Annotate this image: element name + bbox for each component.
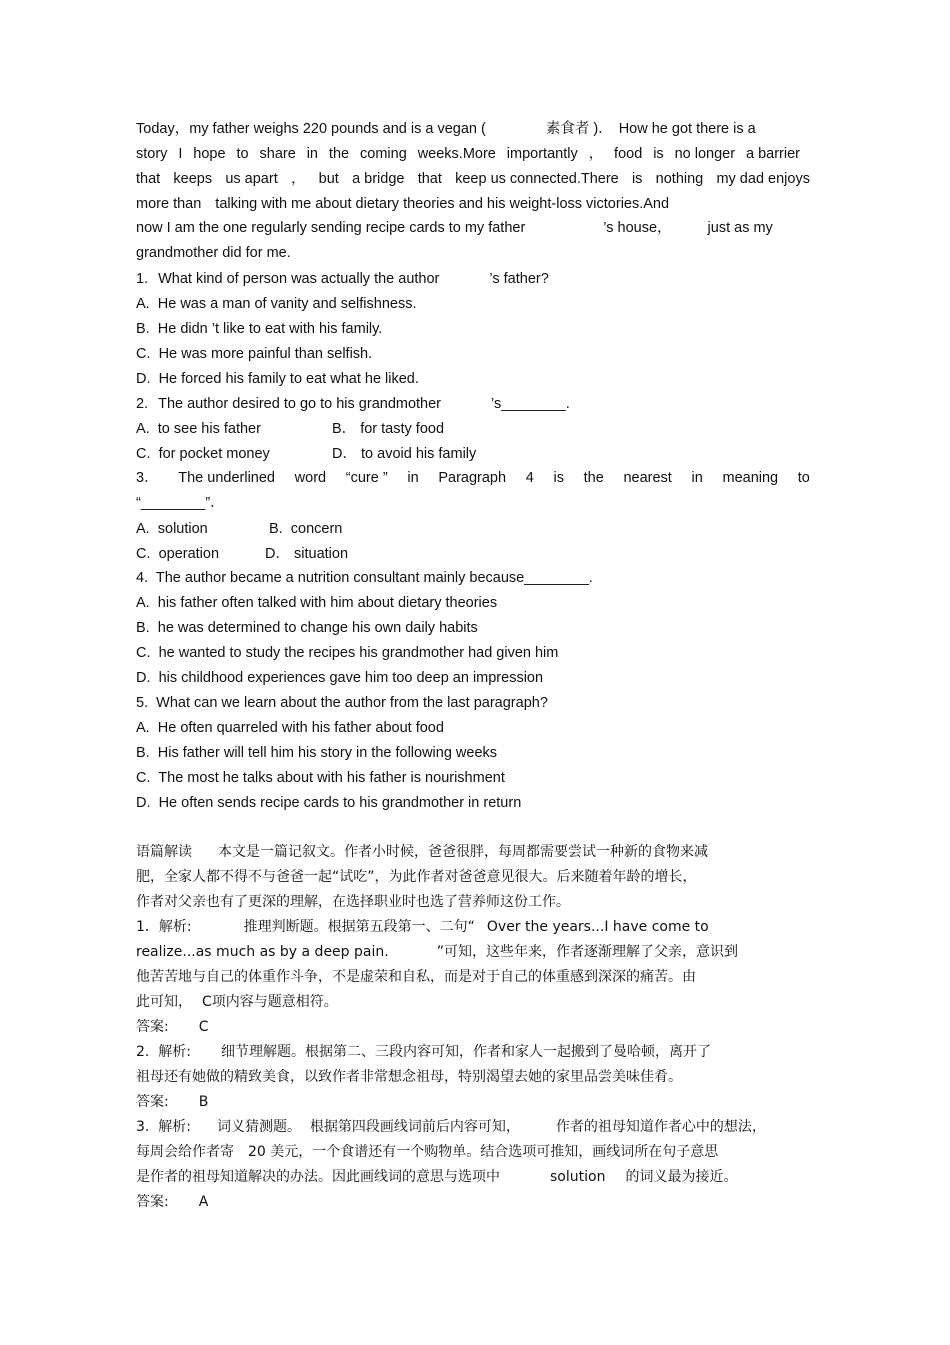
question-1-option-a: A. He was a man of vanity and selfishness.	[136, 296, 417, 312]
question-3-stem: 3． The underlined word “cure ” in Paragraph 4 is the nearest in meaning to	[136, 470, 810, 486]
passage-line-6: grandmother did for me.	[136, 245, 291, 261]
question-5-option-a: A. He often quarreled with his father about food	[136, 720, 444, 736]
question-4-option-d: D. his childhood experiences gave him too deep an impression	[136, 670, 544, 686]
question-1-stem: 1. What kind of person was actually the author ’s father?	[136, 271, 549, 287]
answer-3: 答案: A	[136, 1194, 209, 1210]
passage-line-5: now I am the one regularly sending recipe cards to my father ’s house， just as my	[136, 220, 773, 236]
question-2-options-row-2	[136, 445, 476, 463]
question-3-option-b: B. concern	[269, 521, 343, 537]
question-2-option-b: B． for tasty food	[332, 421, 445, 437]
analysis-1-line-1: 1．解析: 推理判断题。根据第五段第一、二句“ Over the years...I have come to	[136, 919, 709, 935]
answer-2: 答案: B	[136, 1094, 209, 1110]
analysis-intro-line-1: 语篇解读 本文是一篇记叙文。作者小时候，爸爸很胖，每周都需要尝试一种新的食物来减	[136, 844, 708, 860]
question-5-option-d: D. He often sends recipe cards to his grandmother in return	[136, 795, 522, 811]
analysis-intro-line-3: 作者对父亲也有了更深的理解，在选择职业时也选了营养师这份工作。	[136, 894, 570, 910]
answer-1: 答案: C	[136, 1019, 209, 1035]
question-1-option-c: C. He was more painful than selfish.	[136, 346, 373, 362]
passage-line-4: more than talking with me about dietary theories and his weight-loss victories.And	[136, 196, 670, 212]
analysis-intro-line-2: 肥，全家人都不得不与爸爸一起“试吃”，为此作者对爸爸意见很大。后来随着年龄的增长，	[136, 869, 697, 885]
analysis-3-line-2: 每周会给作者寄 20 美元，一个食谱还有一个购物单。结合选项可推知，画线词所在句子意思	[136, 1144, 719, 1160]
question-2-options-row-1	[136, 420, 444, 438]
analysis-1-line-4: 此可知， C项内容与题意相符。	[136, 994, 338, 1010]
analysis-2-line-2: 祖母还有她做的精致美食，以致作者非常想念祖母，特别渴望去她的家里品尝美味佳肴。	[136, 1069, 682, 1085]
question-2-stem: 2. The author desired to go to his grandmother ’s________.	[136, 396, 570, 412]
passage-line-2: story I hope to share in the coming weeks.More importantly ， food is no longer a barrier	[136, 146, 800, 162]
question-5-option-c: C. The most he talks about with his father is nourishment	[136, 770, 505, 786]
question-2-option-a: A. to see his father	[136, 421, 261, 437]
question-3-options-row-1	[136, 520, 342, 538]
question-3-option-d: D． situation	[265, 546, 349, 562]
analysis-2-line-1: 2. 解析: 细节理解题。根据第二、三段内容可知，作者和家人一起搬到了曼哈顿，离开了	[136, 1044, 711, 1060]
question-5-stem: 5. What can we learn about the author from the last paragraph?	[136, 695, 548, 711]
question-5-option-b: B. His father will tell him his story in the following weeks	[136, 745, 498, 761]
passage-line-1: Today，my father weighs 220 pounds and is a vegan ( 素食者 )． How he got there is a	[136, 121, 756, 137]
question-3-option-c: C. operation	[136, 546, 220, 562]
question-2-option-c: C. for pocket money	[136, 446, 270, 462]
question-3-options-row-2	[136, 545, 348, 563]
question-4-option-b: B. he was determined to change his own daily habits	[136, 620, 478, 636]
analysis-3-line-3: 是作者的祖母知道解决的办法。因此画线词的意思与选项中 solution 的词义最为接近。	[136, 1169, 738, 1185]
question-4-option-c: C. he wanted to study the recipes his grandmother had given him	[136, 645, 559, 661]
question-1-option-b: B. He didn ’t like to eat with his family.	[136, 321, 383, 337]
analysis-3-line-1: 3. 解析: 词义猜测题。 根据第四段画线词前后内容可知， 作者的祖母知道作者心中的想法，	[136, 1119, 766, 1135]
passage-line-3: that keeps us apart ， but a bridge that keep us connected.There is nothing my dad enjoys	[136, 171, 810, 187]
question-4-stem: 4. The author became a nutrition consultant mainly because________.	[136, 570, 593, 586]
question-4-option-a: A. his father often talked with him about dietary theories	[136, 595, 498, 611]
analysis-1-line-2: realize...as much as by a deep pain. ”可知，这些年来，作者逐渐理解了父亲，意识到	[136, 944, 738, 960]
question-3-option-a: A. solution	[136, 521, 208, 537]
question-2-option-d: D． to avoid his family	[332, 446, 477, 462]
question-1-option-d: D. He forced his family to eat what he liked.	[136, 371, 419, 387]
analysis-1-line-3: 他苦苦地与自己的体重作斗争，不是虚荣和自私，而是对于自己的体重感到深深的痛苦。由	[136, 969, 696, 985]
question-3-stem-continued: “________”．	[136, 495, 225, 511]
